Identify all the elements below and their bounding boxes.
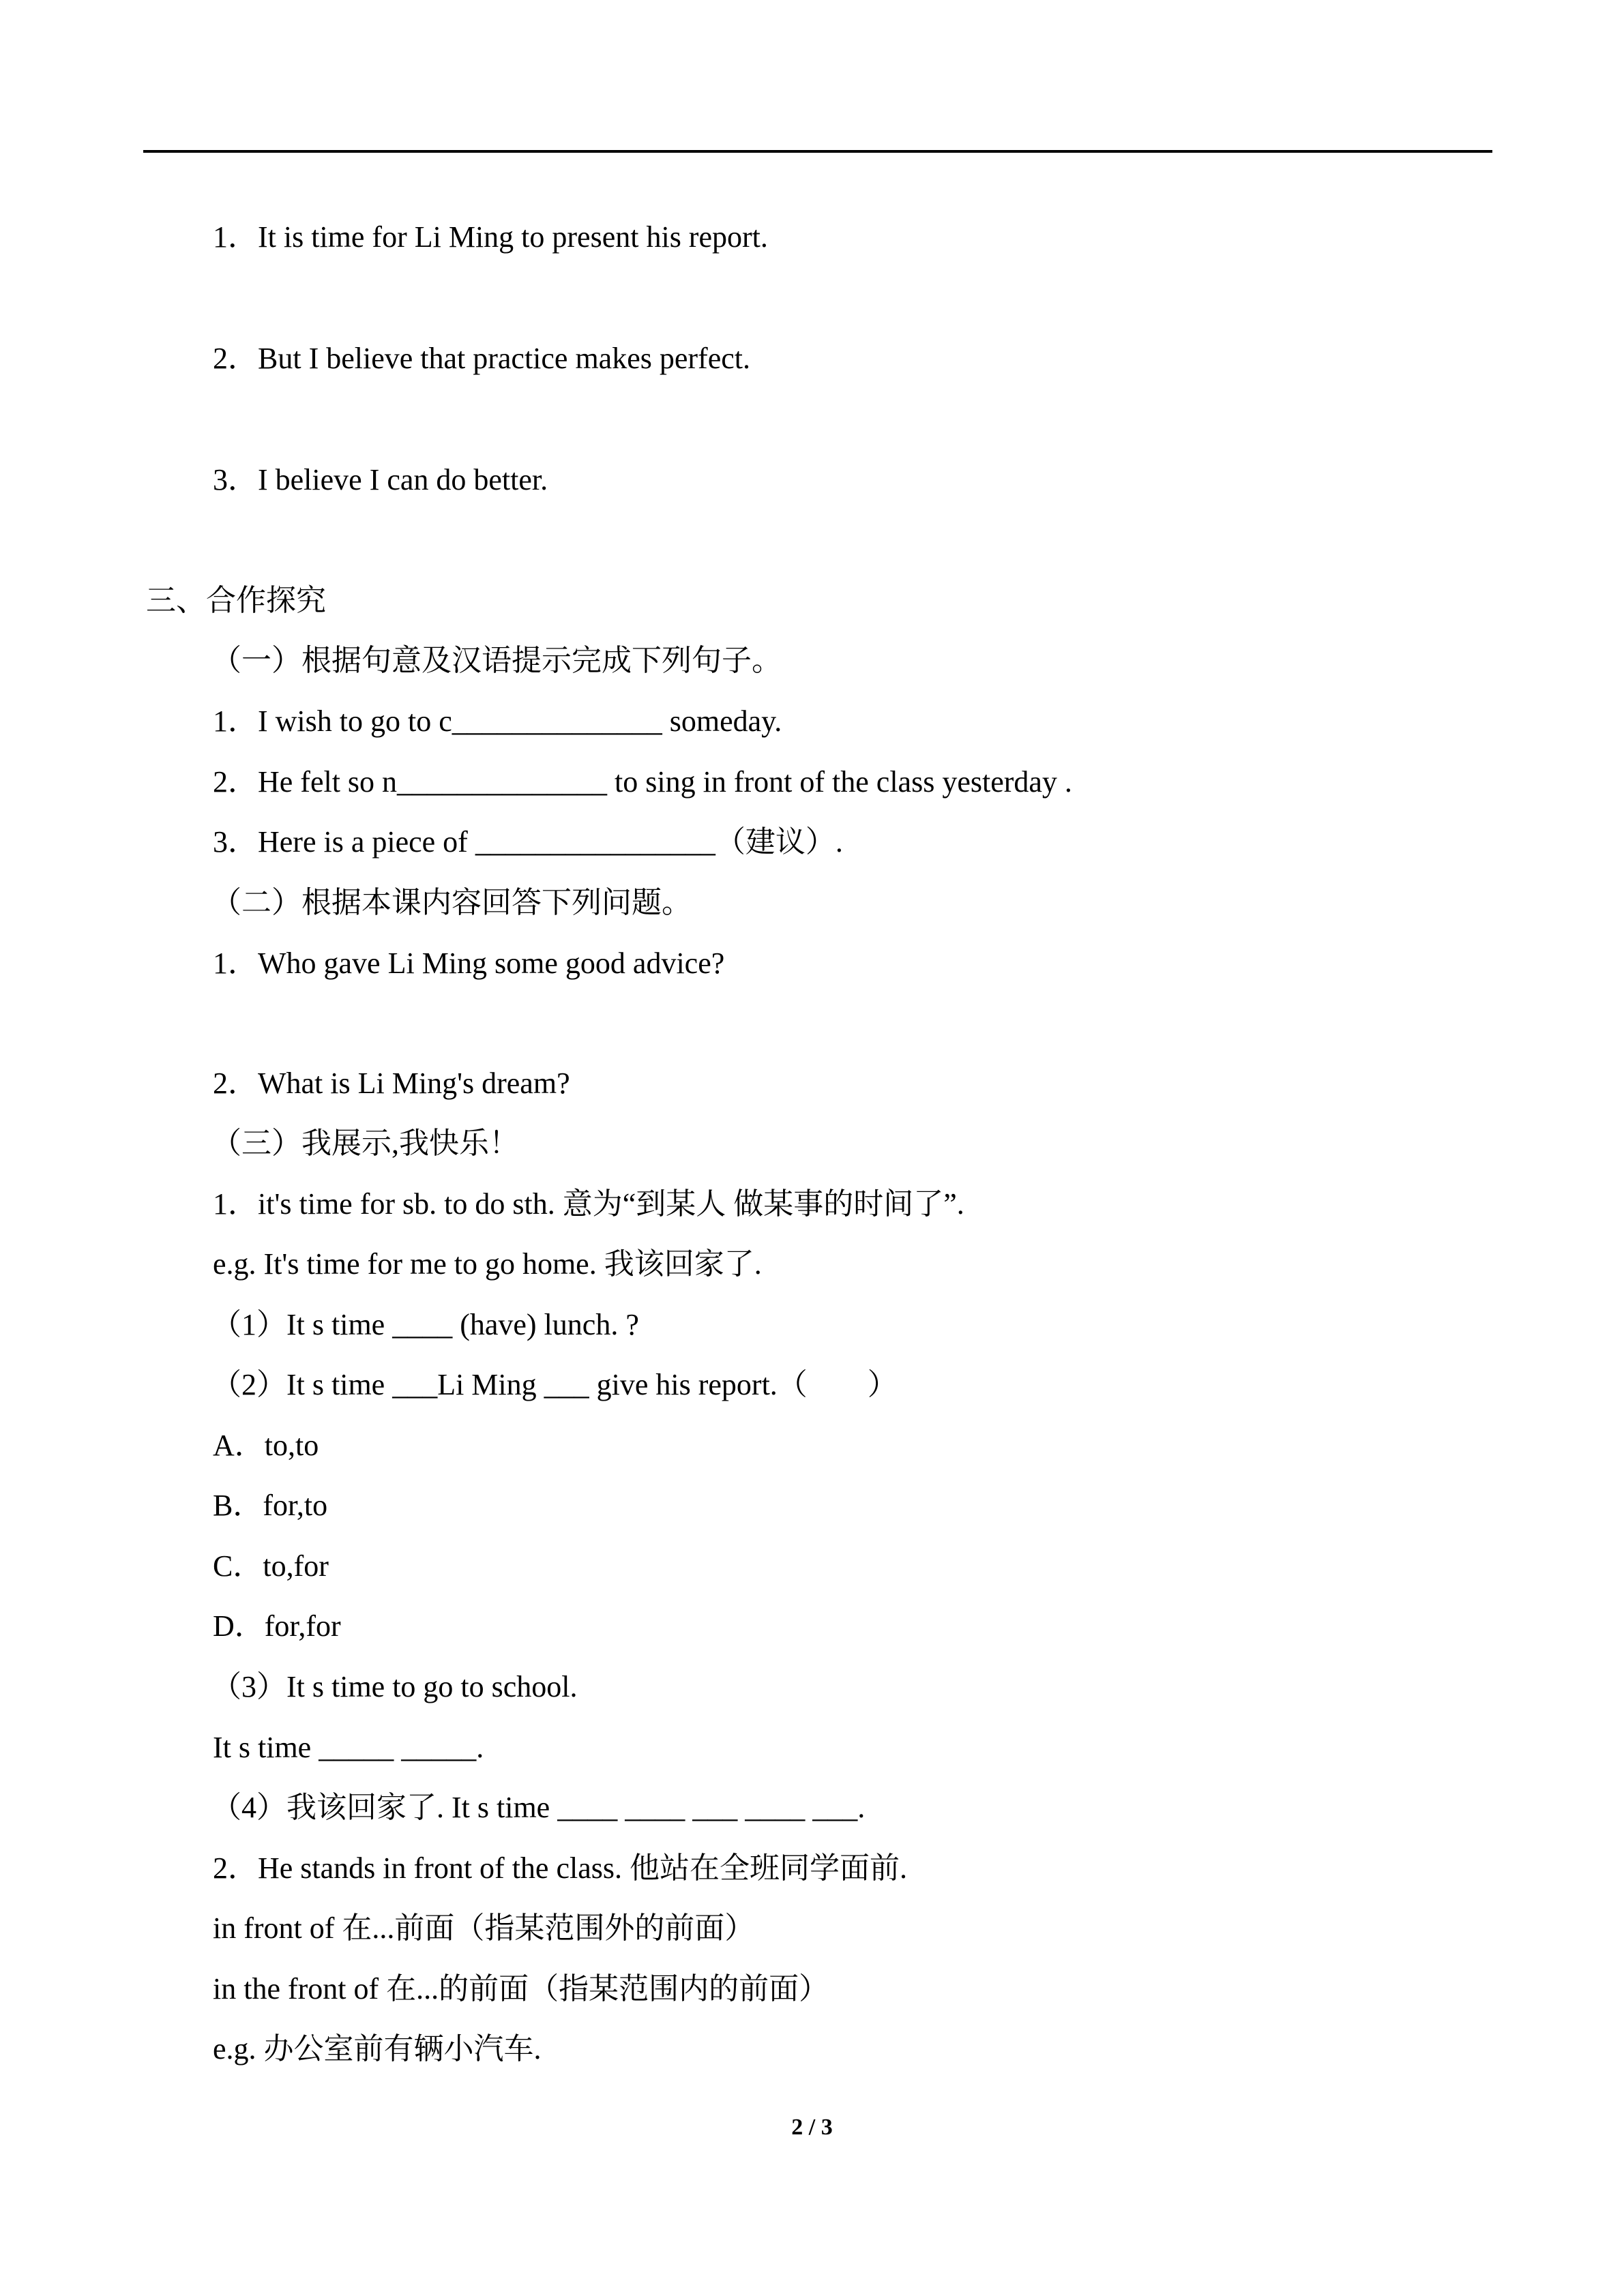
option-a: A．to,to [213, 1429, 319, 1462]
subsection-3-heading: （三）我展示,我快乐！ [211, 1127, 519, 1160]
header-rule [143, 150, 1492, 153]
exercise-3-answer: It s time _____ _____. [213, 1731, 484, 1764]
fill-blank-3: 3．Here is a piece of ________________（建议）. [213, 825, 843, 859]
sentence-2: 2．But I believe that practice makes perfect. [213, 342, 750, 375]
section-heading: 三、合作探究 [146, 584, 326, 617]
sentence-3: 3．I believe I can do better. [213, 463, 548, 496]
page-number: 2 / 3 [791, 2115, 833, 2140]
question-1: 1．Who gave Li Ming some good advice? [213, 946, 725, 980]
exercise-3: （3）It s time to go to school. [211, 1670, 578, 1703]
option-d: D．for,for [213, 1609, 341, 1643]
phrase-note-2: in the front of 在...的前面（指某范围内的前面） [213, 1972, 829, 2006]
sentence-1: 1．It is time for Li Ming to present his report. [213, 220, 768, 254]
example-1: e.g. It's time for me to go home. 我该回家了. [213, 1247, 762, 1281]
option-c: C．to,for [213, 1549, 329, 1583]
phrase-note-1: in front of 在...前面（指某范围外的前面） [213, 1911, 755, 1945]
exercise-4: （4）我该回家了. It s time ____ ____ ___ ____ ___. [211, 1791, 866, 1824]
question-2: 2．What is Li Ming's dream? [213, 1067, 570, 1100]
grammar-point-2: 2．He stands in front of the class. 他站在全班同学面前. [213, 1851, 907, 1885]
option-b: B．for,to [213, 1489, 328, 1522]
example-2: e.g. 办公室前有辆小汽车. [213, 2032, 542, 2066]
fill-blank-2: 2．He felt so n______________ to sing in front of the class yesterday . [213, 765, 1072, 799]
exercise-2: （2）It s time ___Li Ming ___ give his report.（ ） [211, 1368, 898, 1401]
exercise-1: （1）It s time ____ (have) lunch. ? [211, 1308, 639, 1341]
subsection-2-heading: （二）根据本课内容回答下列问题。 [211, 886, 692, 919]
grammar-point-1: 1．it's time for sb. to do sth. 意为“到某人 做某事的时间了”. [213, 1187, 964, 1221]
fill-blank-1: 1．I wish to go to c______________ someday. [213, 704, 782, 738]
subsection-1-heading: （一）根据句意及汉语提示完成下列句子。 [211, 644, 782, 677]
